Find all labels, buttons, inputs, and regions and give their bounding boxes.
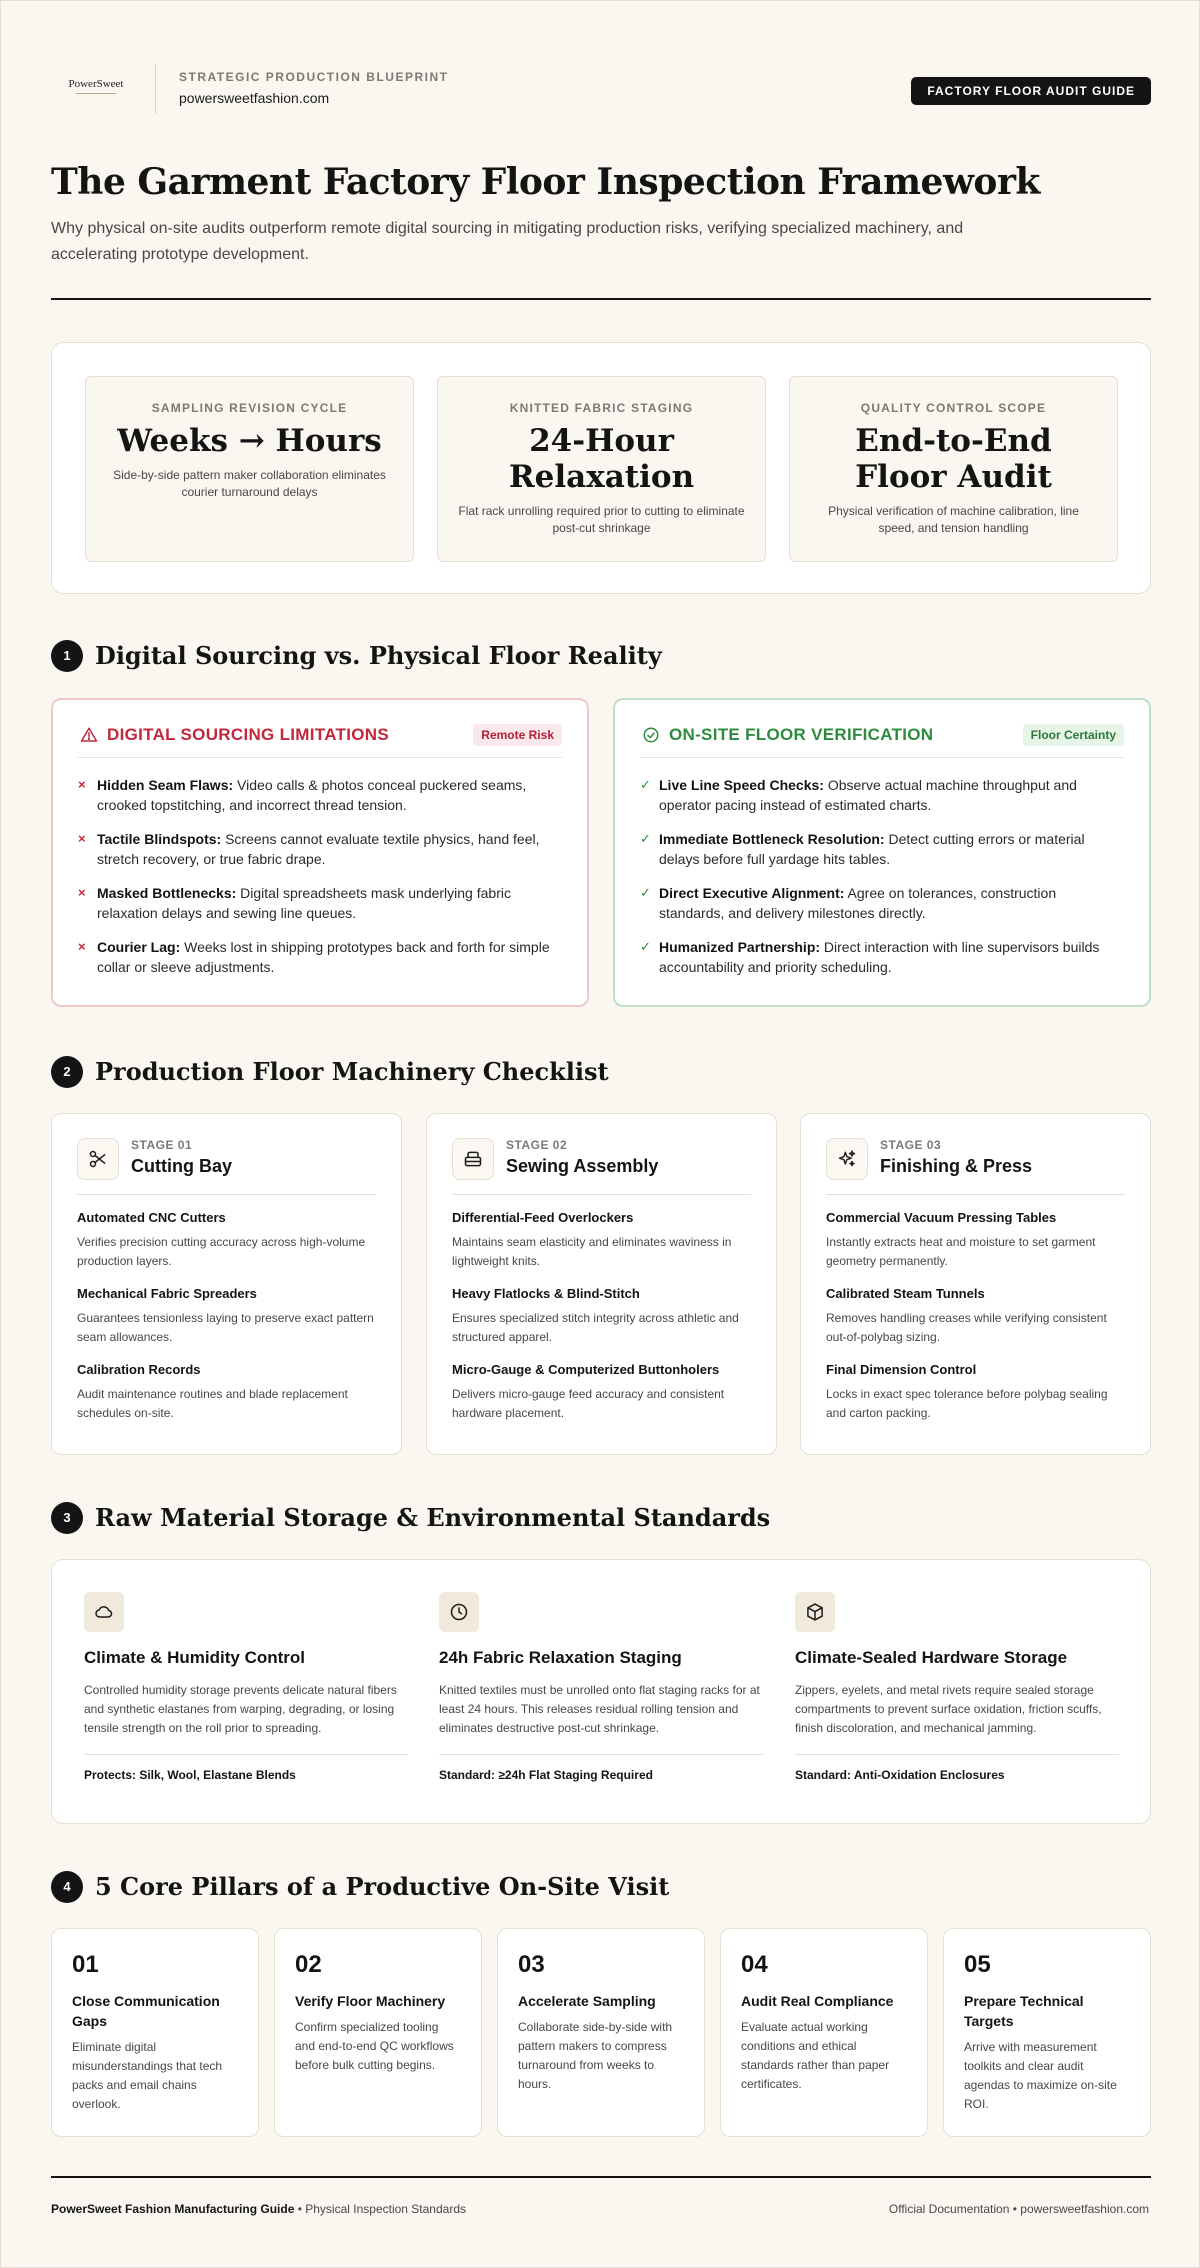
machinery-list (826, 1210, 1128, 1438)
section-number: 3 (51, 1502, 83, 1534)
header (51, 64, 1151, 114)
list-item (78, 829, 562, 869)
item-text: Agree on tolerances, construction standards, and delivery milestones directly. (659, 885, 1057, 921)
stat-label: KNITTED FABRIC STAGING (509, 401, 694, 415)
storage-standards-panel (51, 1559, 1151, 1824)
digital-sourcing-card (51, 698, 589, 1007)
stats-panel (51, 342, 1151, 594)
stat-card (789, 376, 1118, 562)
section-title: Production Floor Machinery Checklist (95, 1057, 609, 1086)
check-icon: ✓ (640, 777, 651, 792)
storage-card (439, 1592, 763, 1782)
cross-icon: × (78, 831, 86, 846)
item-heading: Masked Bottlenecks: (97, 885, 237, 901)
machinery-item (826, 1362, 1128, 1423)
status-badge: Remote Risk (473, 724, 562, 746)
check-icon: ✓ (640, 885, 651, 900)
storage-description: Knitted textiles must be unrolled onto flat staging racks for at least 24 hours. This releases residual rolling tension and eliminates destructive post-cut shrinkage. (439, 1683, 760, 1735)
pillar-number: 05 (964, 1951, 991, 1978)
pillar-title: Accelerate Sampling (518, 1993, 656, 2009)
stat-card (437, 376, 766, 562)
pillar-title: Audit Real Compliance (741, 1993, 894, 2009)
section-number: 4 (51, 1871, 83, 1903)
machinery-list (77, 1210, 379, 1438)
stage-label: STAGE 03 (880, 1138, 942, 1152)
divider (439, 1754, 763, 1755)
stat-label: SAMPLING REVISION CYCLE (151, 401, 348, 415)
pillar-description: Evaluate actual working conditions and ethical standards rather than paper certificates. (741, 2020, 890, 2091)
list-item (78, 937, 562, 977)
machinery-item (452, 1286, 754, 1347)
status-badge: Floor Certainty (1023, 724, 1124, 746)
logo-underline (76, 93, 116, 94)
card-header (78, 722, 562, 758)
logo-text: PowerSweet (68, 78, 124, 90)
divider (452, 1194, 751, 1195)
cross-icon: × (78, 777, 86, 792)
stat-value: 24-Hour Relaxation (508, 423, 695, 495)
pillar-title: Close Communication Gaps (72, 1993, 220, 2029)
item-text: Screens cannot evaluate textile physics, hand feel, stretch recovery, or true fabric drape. (97, 831, 540, 867)
stat-value: End-to-End Floor Audit (855, 423, 1052, 495)
storage-title: Climate-Sealed Hardware Storage (795, 1648, 1068, 1667)
pillar-card (720, 1928, 928, 2137)
item-title: Differential-Feed Overlockers (452, 1210, 634, 1225)
stat-value: Weeks → Hours (117, 423, 382, 459)
pillar-number: 04 (741, 1951, 768, 1978)
storage-card (795, 1592, 1119, 1782)
pillar-description: Collaborate side-by-side with pattern makers to compress turnaround from weeks to hours. (518, 2020, 673, 2091)
pillar-title: Prepare Technical Targets (964, 1993, 1084, 2029)
machinery-item (77, 1362, 379, 1423)
header-divider (155, 64, 156, 114)
stage-name: Cutting Bay (131, 1156, 232, 1176)
pillar-description: Arrive with measurement toolkits and clear audit agendas to maximize on-site ROI. (964, 2040, 1117, 2111)
item-heading: Tactile Blindspots: (97, 831, 222, 847)
card-header (640, 722, 1124, 758)
divider (795, 1754, 1119, 1755)
stat-label: QUALITY CONTROL SCOPE (860, 401, 1047, 415)
machinery-stage-card (51, 1113, 402, 1455)
list-item (640, 775, 1124, 815)
item-description: Removes handling creases while verifying consistent out-of-polybag sizing. (826, 1311, 1107, 1344)
stat-card (85, 376, 414, 562)
cloud-icon (84, 1592, 124, 1632)
item-text: Direct interaction with line supervisors builds accountability and priority scheduling. (659, 939, 1100, 975)
divider (826, 1194, 1125, 1195)
box-icon (795, 1592, 835, 1632)
machinery-item (77, 1286, 379, 1347)
stage-name: Sewing Assembly (506, 1156, 659, 1176)
storage-description: Zippers, eyelets, and metal rivets require sealed storage compartments to prevent surface oxidation, friction scuffs, finish discoloration, and mechanical jamming. (795, 1683, 1102, 1735)
stat-description: Flat rack unrolling required prior to cutting to eliminate post-cut shrinkage (458, 504, 745, 535)
page-title: The Garment Factory Floor Inspection Framework (51, 161, 1040, 203)
machinery-stage-card (800, 1113, 1151, 1455)
limitations-list (78, 775, 562, 977)
machinery-list (452, 1210, 754, 1438)
machinery-item (452, 1362, 754, 1423)
storage-title: Climate & Humidity Control (84, 1648, 306, 1667)
item-heading: Live Line Speed Checks: (659, 777, 824, 793)
item-title: Heavy Flatlocks & Blind-Stitch (452, 1286, 640, 1301)
cross-icon: × (78, 885, 86, 900)
brand-logo[interactable] (61, 78, 131, 94)
storage-standard: Standard: ≥24h Flat Staging Required (439, 1768, 653, 1782)
check-icon: ✓ (640, 939, 651, 954)
item-title: Calibrated Steam Tunnels (826, 1286, 985, 1301)
item-description: Delivers micro-gauge feed accuracy and consistent hardware placement. (452, 1387, 725, 1420)
pillar-card (497, 1928, 705, 2137)
item-heading: Humanized Partnership: (659, 939, 821, 955)
item-title: Micro-Gauge & Computerized Buttonholers (452, 1362, 720, 1377)
pillar-title: Verify Floor Machinery (295, 1993, 446, 2009)
item-text: Digital spreadsheets mask underlying fabric relaxation delays and sewing line queues. (97, 885, 511, 921)
footer-divider (51, 2176, 1151, 2178)
item-heading: Courier Lag: (97, 939, 181, 955)
audit-guide-badge: FACTORY FLOOR AUDIT GUIDE (911, 77, 1151, 105)
sparkles-icon (826, 1138, 868, 1180)
pillar-description: Confirm specialized tooling and end-to-end QC workflows before bulk cutting begins. (295, 2020, 454, 2072)
section-number: 2 (51, 1056, 83, 1088)
item-title: Final Dimension Control (826, 1362, 977, 1377)
storage-title: 24h Fabric Relaxation Staging (439, 1648, 682, 1667)
footer-credit (51, 2202, 466, 2216)
machinery-item (452, 1210, 754, 1271)
pillar-card (51, 1928, 259, 2137)
divider (84, 1754, 408, 1755)
footer-link[interactable]: Official Documentation • powersweetfashion.com (888, 2202, 1149, 2216)
item-title: Commercial Vacuum Pressing Tables (826, 1210, 1057, 1225)
storage-standard: Standard: Anti-Oxidation Enclosures (795, 1768, 1005, 1782)
item-text: Weeks lost in shipping prototypes back and forth for simple collar or sleeve adjustments. (97, 939, 550, 975)
list-item (78, 883, 562, 923)
sewing-machine-icon (452, 1138, 494, 1180)
header-eyebrow: STRATEGIC PRODUCTION BLUEPRINT (179, 70, 449, 84)
machinery-item (826, 1210, 1128, 1271)
item-heading: Hidden Seam Flaws: (97, 777, 234, 793)
item-text: Detect cutting errors or material delays before full yardage hits tables. (659, 831, 1085, 867)
page-subtitle: Why physical on-site audits outperform remote digital sourcing in mitigating production risks, verifying specialized machinery, and accelerating prototype development. (51, 220, 964, 263)
storage-description: Controlled humidity storage prevents delicate natural fibers and synthetic elastanes from warping, degrading, or losing tensile strength on the roll prior to spreading. (84, 1683, 397, 1735)
verification-list (640, 775, 1124, 977)
site-link[interactable]: powersweetfashion.com (179, 90, 330, 106)
storage-standard: Protects: Silk, Wool, Elastane Blends (84, 1768, 296, 1782)
clock-icon (439, 1592, 479, 1632)
list-item (640, 937, 1124, 977)
item-description: Audit maintenance routines and blade replacement schedules on-site. (77, 1387, 348, 1420)
check-circle-icon (642, 726, 660, 744)
pillar-number: 02 (295, 1951, 322, 1978)
machinery-stage-card (426, 1113, 777, 1455)
machinery-item (826, 1286, 1128, 1347)
machinery-item (77, 1210, 379, 1271)
list-item (640, 883, 1124, 923)
section-title: Digital Sourcing vs. Physical Floor Reality (95, 641, 662, 670)
item-title: Automated CNC Cutters (77, 1210, 226, 1225)
stage-name: Finishing & Press (880, 1156, 1033, 1176)
card-title: ON-SITE FLOOR VERIFICATION (669, 725, 934, 744)
scissors-icon (77, 1138, 119, 1180)
divider (77, 1194, 376, 1195)
footer-guide-subtitle: • Physical Inspection Standards (294, 2202, 467, 2216)
pillar-card (943, 1928, 1151, 2137)
warning-icon (80, 726, 98, 744)
cross-icon: × (78, 939, 86, 954)
list-item (78, 775, 562, 815)
item-text: Video calls & photos conceal puckered seams, crooked topstitching, and incorrect thread tension. (97, 777, 527, 813)
storage-card (84, 1592, 408, 1782)
item-description: Maintains seam elasticity and eliminates waviness in lightweight knits. (452, 1235, 732, 1268)
section-number: 1 (51, 640, 83, 672)
check-icon: ✓ (640, 831, 651, 846)
card-title: DIGITAL SOURCING LIMITATIONS (107, 725, 389, 744)
item-heading: Immediate Bottleneck Resolution: (659, 831, 885, 847)
item-title: Mechanical Fabric Spreaders (77, 1286, 257, 1301)
footer-guide-name: PowerSweet Fashion Manufacturing Guide (51, 2202, 295, 2216)
item-heading: Direct Executive Alignment: (659, 885, 845, 901)
pillar-number: 01 (72, 1951, 99, 1978)
stat-description: Physical verification of machine calibration, line speed, and tension handling (828, 504, 1079, 535)
item-description: Guarantees tensionless laying to preserve exact pattern seam allowances. (77, 1311, 374, 1344)
item-title: Calibration Records (77, 1362, 201, 1377)
section-title: Raw Material Storage & Environmental Standards (95, 1503, 771, 1532)
section-title: 5 Core Pillars of a Productive On-Site Visit (95, 1872, 670, 1901)
pillar-description: Eliminate digital misunderstandings that tech packs and email chains overlook. (72, 2040, 223, 2111)
pillar-number: 03 (518, 1951, 545, 1978)
item-description: Ensures specialized stitch integrity across athletic and structured apparel. (452, 1311, 739, 1344)
pillar-card (274, 1928, 482, 2137)
stat-description: Side-by-side pattern maker collaboration eliminates courier turnaround delays (113, 468, 386, 499)
item-description: Instantly extracts heat and moisture to set garment geometry permanently. (826, 1235, 1096, 1268)
stage-label: STAGE 01 (131, 1138, 193, 1152)
item-text: Observe actual machine throughput and operator pacing instead of estimated charts. (659, 777, 1077, 813)
item-description: Verifies precision cutting accuracy across high-volume production layers. (77, 1235, 366, 1268)
onsite-verification-card (613, 698, 1151, 1007)
list-item (640, 829, 1124, 869)
stage-label: STAGE 02 (506, 1138, 568, 1152)
title-divider (51, 298, 1151, 300)
item-description: Locks in exact spec tolerance before polybag sealing and carton packing. (826, 1387, 1108, 1420)
